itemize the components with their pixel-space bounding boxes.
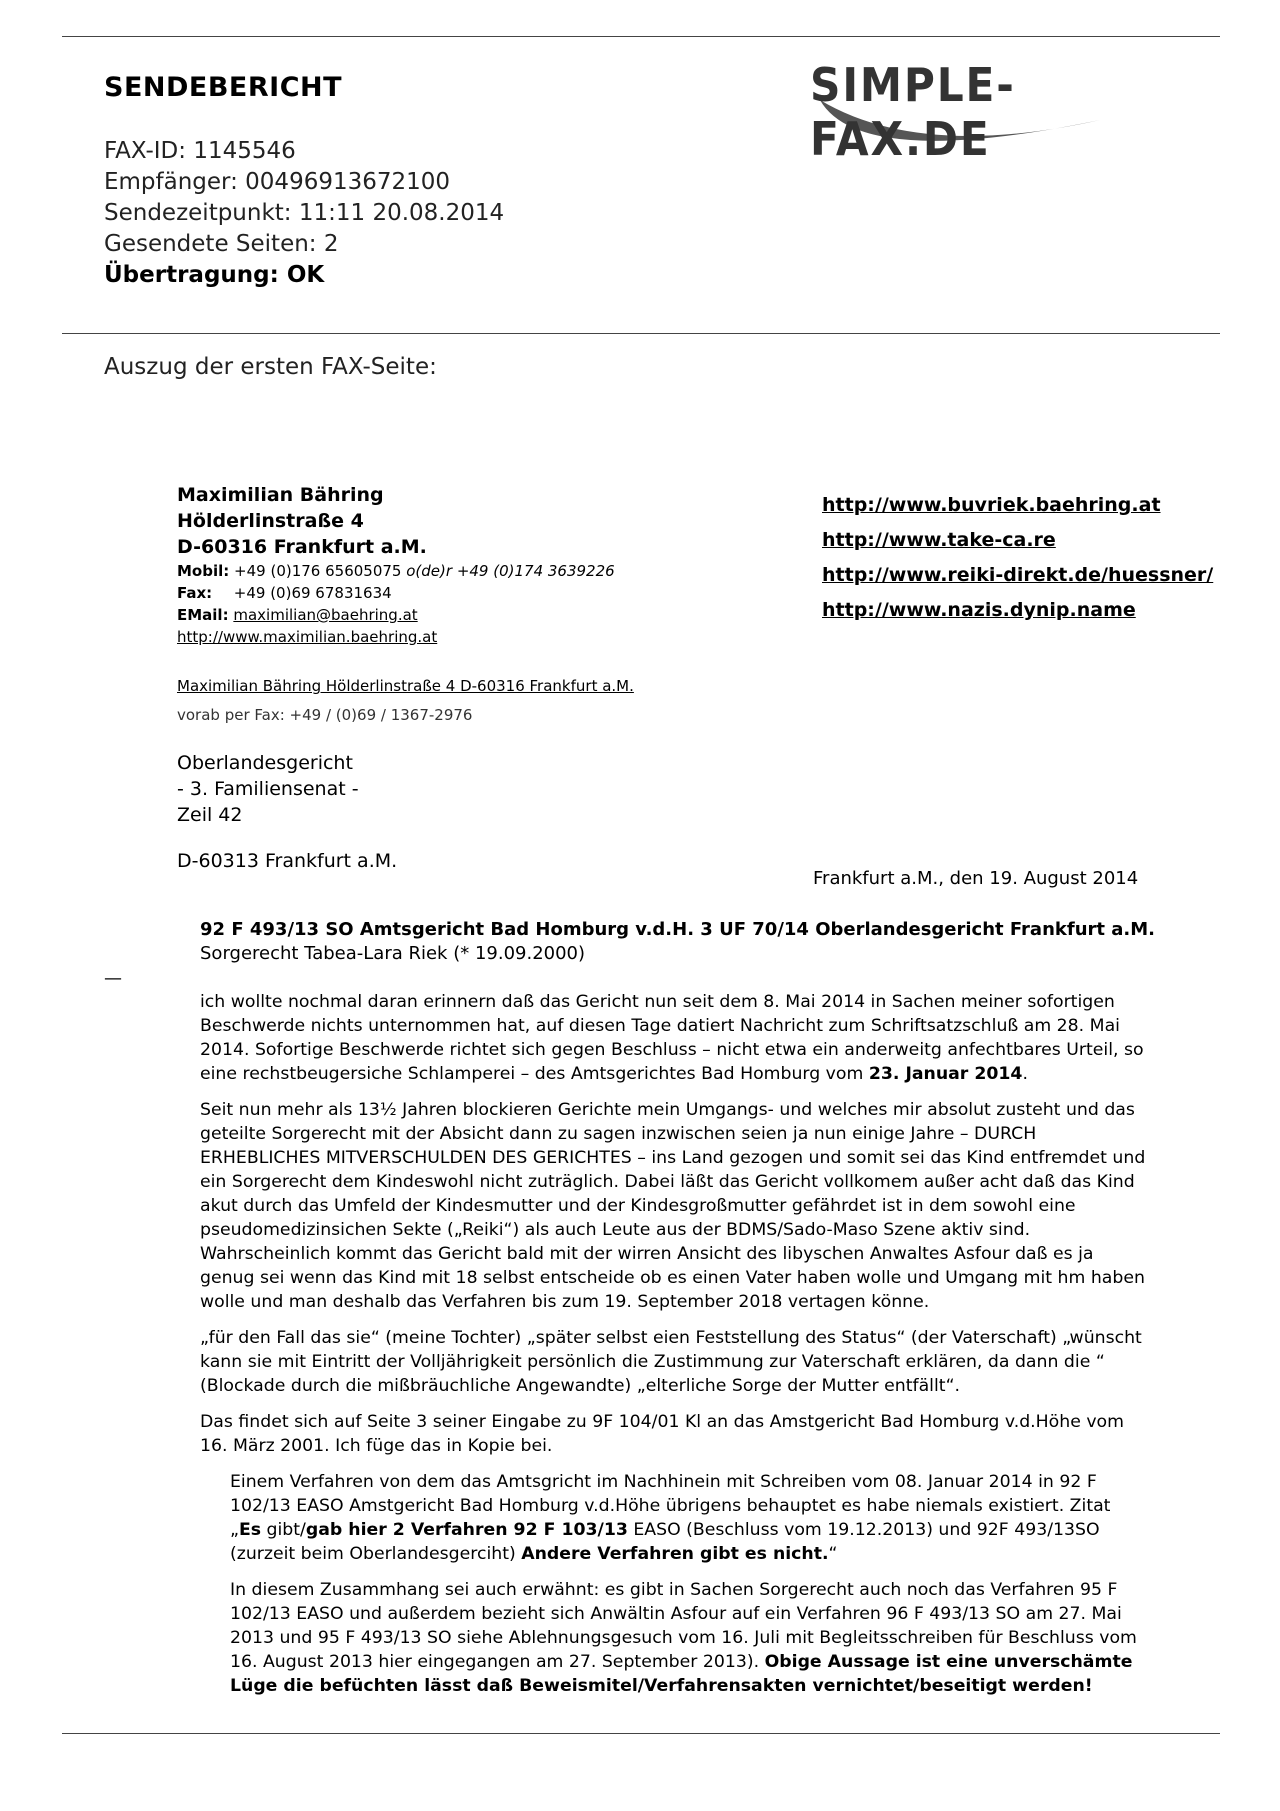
link-item[interactable]: http://www.reiki-direkt.de/huessner/: [822, 564, 1214, 586]
fax-id: FAX-ID: 1145546: [104, 138, 296, 164]
body-bold-text: Obige Aussage ist eine unverschämte Lüge die befüchten lässt daß Beweismitel/Verfahrensakten vernichtet/beseitigt werden!: [230, 1652, 1133, 1696]
sender-fax: [177, 582, 615, 604]
return-address-block: [177, 672, 634, 730]
body-text: In diesem Zusammhang sei auch erwähnt: es gibt in Sachen Sorgerecht auch noch das Verfahren 95 F 102/13 EASO und außerdem bezieht sich Anwältin Asfour auf ein Verfahren 96 F 493/13 SO am 27. Mai 2013 und 95 F 493/13 SO siehe Ablehnungsgesuch vom 16. Juli mit Begleitsschreiben für Beschluss vom 16. August 2013 hier eingegangen am 27. September 2013).: [230, 1580, 1137, 1672]
logo-text: SIMPLE-FAX.DE: [810, 58, 1016, 166]
addressee-line3: Zeil 42: [177, 804, 243, 826]
subject-block: [200, 918, 1155, 966]
body-bold-text: gab hier 2 Verfahren 92 F 103/13: [305, 1520, 628, 1540]
subject-line1: 92 F 493/13 SO Amtsgericht Bad Homburg v.d.H. 3 UF 70/14 Oberlandesgericht Frankfurt a.M.: [200, 919, 1155, 940]
advance-fax: vorab per Fax: +49 / (0)69 / 1367-2976: [177, 706, 473, 724]
link-list: [822, 488, 1213, 628]
addressee-city: D-60313 Frankfurt a.M.: [177, 850, 398, 872]
addressee-block: [177, 750, 397, 874]
sender-street: Hölderlinstraße 4: [177, 510, 364, 532]
body-paragraph: [200, 990, 1146, 1086]
letter-body: [200, 990, 1146, 1710]
body-text: Einem Verfahren von dem das Amtsgricht im Nachhinein mit Schreiben vom 08. Januar 2014 in 92 F 102/13 EASO Amstgericht Bad Homburg v.d.Höhe übrigens behauptet es habe niemals existiert. Zitat „: [230, 1472, 1111, 1540]
send-time: Sendezeitpunkt: 11:11 20.08.2014: [104, 200, 505, 226]
body-text: gibt/: [261, 1520, 306, 1540]
fax-value: +49 (0)69 67831634: [233, 584, 392, 602]
fax-label: Fax:: [177, 584, 213, 602]
excerpt-label: Auszug der ersten FAX-Seite:: [104, 354, 437, 380]
sender-website: [177, 626, 615, 648]
body-text: EASO (Beschluss vom 19.12.2013) und 92F 493/13SO (zurzeit beim Oberlandesgerciht): [230, 1520, 1100, 1564]
sender-name: Maximilian Bähring: [177, 484, 384, 506]
email-link[interactable]: maximilian@baehring.at: [233, 606, 418, 624]
link-item[interactable]: http://www.nazis.dynip.name: [822, 599, 1136, 621]
body-text: “: [828, 1544, 838, 1564]
addressee-line1: Oberlandesgericht: [177, 752, 353, 774]
body-bold-text: Andere Verfahren gibt es nicht.: [521, 1544, 829, 1564]
mobil-value: +49 (0)176 65605075: [234, 562, 402, 580]
body-text: .: [1022, 1064, 1028, 1084]
bottom-rule: [62, 1733, 1220, 1734]
body-paragraph: Seit nun mehr als 13½ Jahren blockieren Gerichte mein Umgangs- und welches mir absolut zusteht und das geteilte Sorgerecht mit der Absicht dann zu sagen inzwischen seien ja nun einige Jahre – DURCH ERHEBLICHES MITVERSCHULDEN DES GERICHTES – ins Land gezogen und somit sei das Kind entfremdet und ein Sorgerecht dem Kindeswohl nicht zuträglich. Dabei läßt das Gericht vollkomem außer acht daß das Kind akut durch das Umfeld der Kindesmutter und der Kindesgroßmutter gefährdet ist in dem sowohl eine pseudomedizinsichen Sekte („Reiki“) als auch Leute aus der BDMS/Sado-Maso Szene aktiv sind. Wahrscheinlich kommt das Gericht bald mit der wirren Ansicht des libyschen Anwaltes Asfour daß es ja genug sei wenn das Kind mit 18 selbst entscheide ob es einen Vater haben wolle und Umgang mit hm haben wolle und man deshalb das Verfahren bis zum 19. September 2018 vertagen könne.: [200, 1100, 1146, 1312]
body-text: ich wollte nochmal daran erinnern daß das Gericht nun seit dem 8. Mai 2014 in Sachen meiner sofortigen Beschwerde nichts unternommen hat, auf diesen Tage datiert Nachricht zum Schriftsatzschluß am 28. Mai 2014. Sofortige Beschwerde richtet sich gegen Beschluss – nicht etwa ein anderweitg anfechtbares Urteil, so eine rechstbeugersiche Schlamperei – des Amtsgerichtes Bad Homburg vom: [200, 992, 1144, 1084]
body-paragraph: „für den Fall das sie“ (meine Tochter) „später selbst eien Feststellung des Status“ (der Vaterschaft) „wünscht kann sie mit Eintritt der Volljährigkeit persönlich die Zustimmung zur Vaterschaft erklären, da dann die “ (Blockade durch die mißbräuchliche Angewandte) „elterliche Sorge der Mutter entfällt“.: [200, 1328, 1142, 1396]
sender-email: [177, 604, 615, 626]
fax-recipient: Empfänger: 00496913672100: [104, 169, 451, 195]
email-label: EMail:: [177, 606, 229, 624]
body-bold-text: Es: [238, 1520, 262, 1540]
pages-sent: Gesendete Seiten: 2: [104, 231, 339, 257]
body-bold-text: 23. Januar 2014: [868, 1064, 1023, 1084]
mobil-alt: o(de)r +49 (0)174 3639226: [406, 562, 615, 580]
subject-line2: Sorgerecht Tabea-Lara Riek (* 19.09.2000): [200, 943, 586, 964]
letter-date: Frankfurt a.M., den 19. August 2014: [813, 868, 1139, 889]
sender-city: D-60316 Frankfurt a.M.: [177, 536, 427, 558]
link-item[interactable]: http://www.buvriek.baehring.at: [822, 494, 1161, 516]
report-title: SENDEBERICHT: [104, 72, 343, 103]
mobil-label: Mobil:: [177, 562, 230, 580]
website-link[interactable]: http://www.maximilian.baehring.at: [177, 628, 438, 646]
return-address: Maximilian Bähring Hölderlinstraße 4 D-60316 Frankfurt a.M.: [177, 677, 634, 695]
transmission-status: Übertragung: OK: [104, 262, 325, 288]
link-item[interactable]: http://www.take-ca.re: [822, 529, 1056, 551]
margin-dash: —: [104, 968, 122, 989]
body-paragraph-quote: [230, 1470, 1146, 1566]
sender-block: [177, 482, 615, 648]
body-paragraph-quote: [230, 1578, 1146, 1698]
body-paragraph: Das findet sich auf Seite 3 seiner Eingabe zu 9F 104/01 Kl an das Amstgericht Bad Homburg v.d.Höhe vom 16. März 2001. Ich füge das in Kopie bei.: [200, 1412, 1124, 1456]
sender-mobil: [177, 560, 615, 582]
addressee-line2: - 3. Familiensenat -: [177, 778, 359, 800]
